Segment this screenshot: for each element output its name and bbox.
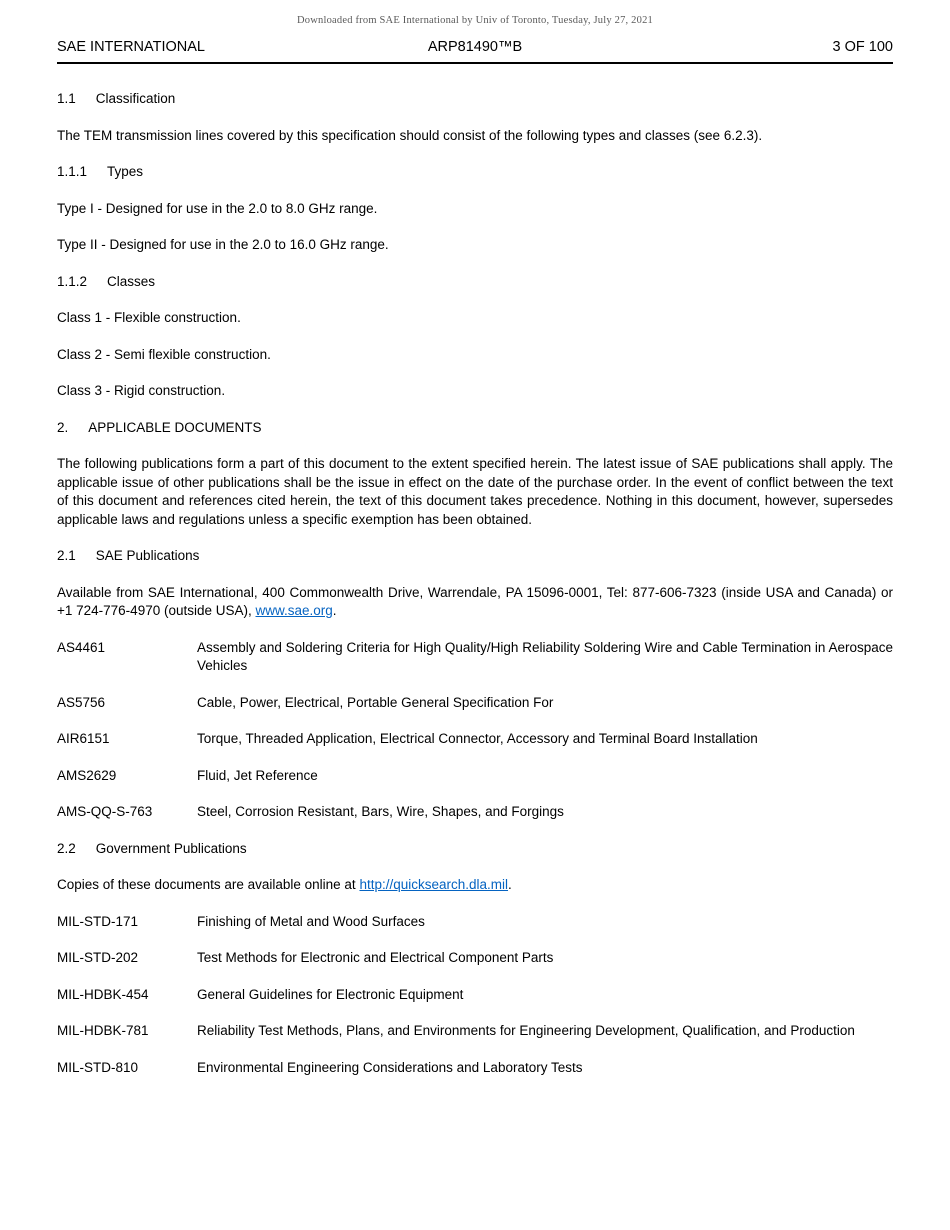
publication-entry: [57, 694, 893, 713]
section-heading-2: [57, 419, 893, 438]
paragraph-sae-availability: [57, 584, 893, 621]
publication-entry: [57, 986, 893, 1005]
availability-text-end: .: [332, 603, 337, 618]
publication-code: AMS-QQ-S-763: [57, 804, 153, 819]
publication-title: Cable, Power, Electrical, Portable General Specification For: [197, 694, 554, 710]
publication-title: Finishing of Metal and Wood Surfaces: [197, 913, 425, 929]
section-heading-2-2: [57, 840, 893, 859]
paragraph-class-2: Class 2 - Semi flexible construction.: [57, 346, 271, 362]
publication-title: Test Methods for Electronic and Electrical Component Parts: [197, 950, 554, 965]
section-title: SAE Publications: [95, 548, 200, 563]
section-heading-1-1-2: [57, 273, 893, 292]
publication-title: General Guidelines for Electronic Equipment: [197, 986, 464, 1002]
section-title: APPLICABLE DOCUMENTS: [88, 419, 262, 435]
availability-text: Copies of these documents are available online at: [57, 877, 360, 892]
sae-org-link[interactable]: www.sae.org: [255, 603, 333, 618]
publication-entry: [57, 767, 893, 786]
section-number: 1.1.2: [57, 273, 88, 289]
publication-entry: [57, 913, 893, 932]
download-watermark: Downloaded from SAE International by Univ of Toronto, Tuesday, July 27, 2021: [297, 15, 653, 26]
header-doc-number: ARP81490™B: [427, 39, 523, 55]
document-body: [57, 64, 893, 1077]
publication-code: MIL-HDBK-781: [57, 1023, 149, 1038]
publication-title: Assembly and Soldering Criteria for High Quality/High Reliability Soldering Wire and Cable Termination in Aerospace Vehicles: [197, 639, 893, 673]
paragraph-gov-availability: [57, 876, 893, 895]
section-heading-2-1: [57, 547, 893, 566]
publication-title: Reliability Test Methods, Plans, and Environments for Engineering Development, Qualification, and Production: [197, 1023, 855, 1038]
section-title: Classes: [107, 273, 156, 289]
section-heading-1-1: [57, 90, 893, 109]
section-title: Classification: [95, 91, 176, 106]
publication-title: Torque, Threaded Application, Electrical Connector, Accessory and Terminal Board Installation: [197, 731, 758, 746]
paragraph-type-1: Type I - Designed for use in the 2.0 to 8.0 GHz range.: [57, 200, 378, 216]
publication-code: MIL-STD-171: [57, 913, 139, 929]
publication-entry: [57, 639, 893, 676]
publication-code: MIL-STD-202: [57, 950, 139, 965]
section-number: 1.1: [57, 91, 76, 106]
paragraph-class-3: Class 3 - Rigid construction.: [57, 383, 226, 398]
section-heading-1-1-1: [57, 163, 893, 182]
availability-text-end: .: [508, 877, 512, 892]
publication-entry: [57, 1059, 893, 1078]
publication-title: Environmental Engineering Considerations and Laboratory Tests: [197, 1059, 583, 1075]
paragraph-type-2: Type II - Designed for use in the 2.0 to 16.0 GHz range.: [57, 237, 389, 252]
publication-title: Steel, Corrosion Resistant, Bars, Wire, Shapes, and Forgings: [197, 804, 564, 819]
publication-entry: [57, 803, 893, 822]
section-number: 1.1.1: [57, 164, 88, 179]
publication-code: AIR6151: [57, 731, 110, 746]
publication-entry: [57, 730, 893, 749]
section-title: Government Publications: [95, 840, 247, 856]
section-number: 2.2: [57, 840, 76, 856]
publication-code: MIL-STD-810: [57, 1059, 139, 1075]
paragraph-classification: The TEM transmission lines covered by this specification should consist of the following types and classes (see 6.2.3).: [57, 127, 763, 143]
publication-code: AS5756: [57, 694, 106, 710]
publication-title: Fluid, Jet Reference: [197, 767, 318, 783]
availability-text: Available from SAE International, 400 Commonwealth Drive, Warrendale, PA 15096-0001, Tel: 877-606-7323 (inside USA and Canada) or +1 724-776-4970 (outside USA),: [57, 584, 893, 618]
paragraph-applicable-documents: The following publications form a part of this document to the extent specified herein. The latest issue of SAE publications shall apply. The applicable issue of other publications shall be the issue in effect on the date of the purchase order. In the event of conflict between the text of this document and references cited herein, the text of this document takes precedence. Nothing in this document, however, supersedes applicable laws and regulations unless a specific exemption has been obtained.: [57, 456, 893, 527]
paragraph-class-1: Class 1 - Flexible construction.: [57, 310, 241, 325]
section-title: Types: [107, 164, 144, 179]
section-number: 2.1: [57, 548, 76, 563]
header-page-number: 3 OF 100: [832, 39, 893, 55]
quicksearch-link[interactable]: http://quicksearch.dla.mil: [359, 877, 509, 892]
header-org: SAE INTERNATIONAL: [57, 39, 205, 55]
publication-entry: [57, 1022, 893, 1041]
document-page: [0, 39, 950, 1077]
publication-code: MIL-HDBK-454: [57, 986, 149, 1002]
section-number: 2.: [57, 419, 69, 435]
publication-entry: [57, 949, 893, 968]
publication-code: AMS2629: [57, 767, 117, 783]
publication-code: AS4461: [57, 639, 106, 655]
page-header: [57, 39, 893, 64]
